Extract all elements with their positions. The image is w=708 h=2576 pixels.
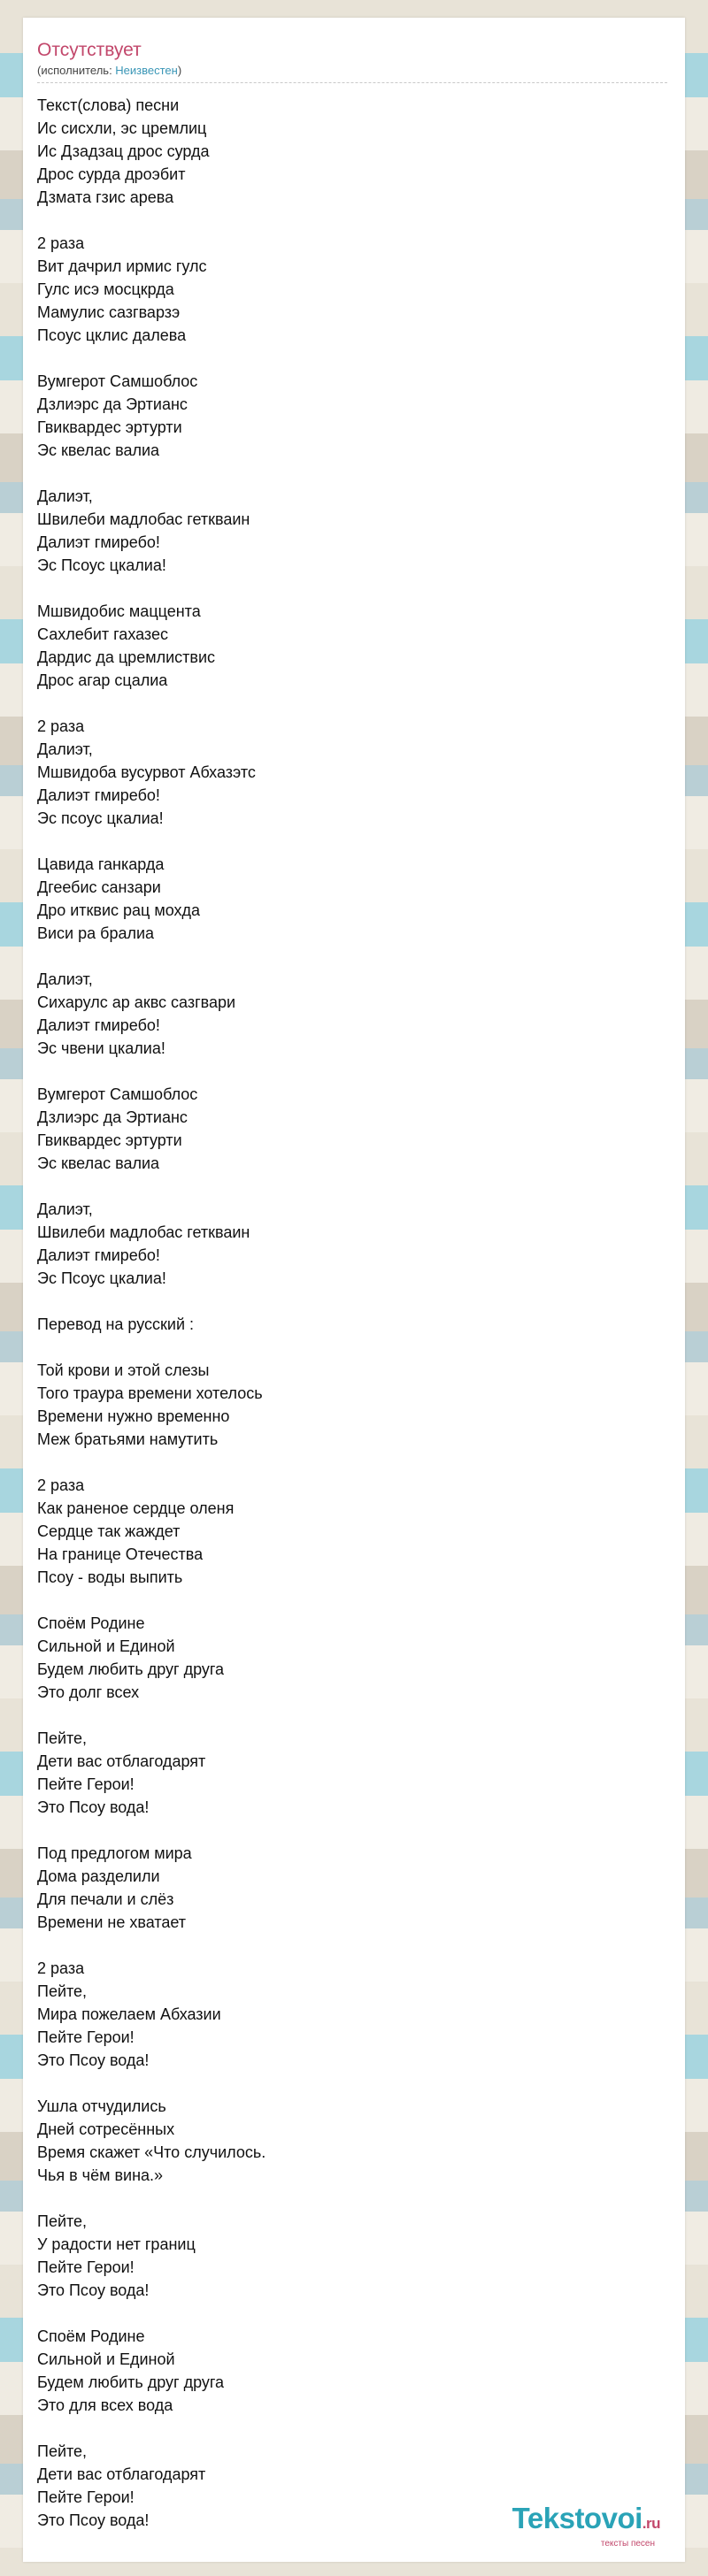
logo-tld: .ru [642, 2515, 660, 2532]
subtitle-suffix: ) [177, 64, 182, 77]
title-divider [37, 82, 667, 83]
lyrics-text: Текст(слова) песни Ис сисхли, эс цремлиц Ис Дзадзац дрос сурда Дрос сурда дроэбит Дзмата гзис арева 2 раза Вит дачрил ирмис гулс Гулс исэ мосцкрда Мамулис сазгварзэ Псоус цклис далева Вумгерот Самшоблос Дзлиэрс да Эртианс Гвиквардес эртурти Эс квелас валиа Далиэт, Швилеби мадлобас геткваин Далиэт гмиребо! Эс Псоус цкалиа! Мшвидобис маццента Сахлебит гахазес Дардис да цремлиствис Дрос агар сцалиа 2 раза Далиэт, Мшвидоба вусурвот Абхазэтс Далиэт гмиребо! Эс псоус цкалиа! Цавида ганкарда Дгеебис санзари Дро итквис рац мохда Виси ра бралиа Далиэт, Сихарулс ар аквс сазгвари Далиэт гмиребо! Эс чвени цкалиа! Вумгерот Самшоблос Дзлиэрс да Эртианс Гвиквардес эртурти Эс квелас валиа Далиэт, Швилеби мадлобас геткваин Далиэт гмиребо! Эс Псоус цкалиа! Перевод на русский : Той крови и этой слезы Того траура времени хотелось Времени нужно временно Меж братьями намутить 2 раза Как раненое сердце оленя Сердце так жаждет На границе Отечества Псоу - воды выпить Споём Родине Сильной и Единой Будем любить друг друга Это долг всех Пейте, Дети вас отблагодарят Пейте Герои! Это Псоу вода! Под предлогом мира Дома разделили Для печали и слёз Времени не хватает 2 раза Пейте, Мира пожелаем Абхазии Пейте Герои! Это Псоу вода! Ушла отчудились Дней сотресённых Время скажет «Что случилось. Чья в чём вина.» Пейте, У радости нет границ Пейте Герои! Это Псоу вода! Споём Родине Сильной и Единой Будем любить друг друга Это для всех вода Пейте, Дети вас отблагодарят Пейте Герои! Это Псоу вода! [37, 96, 266, 2529]
logo-wordmark [512, 2503, 660, 2539]
site-logo[interactable] [512, 2503, 660, 2549]
lyrics-card [23, 18, 685, 2562]
song-subtitle [37, 63, 666, 79]
logo-name: Tekstovoi [512, 2502, 643, 2534]
artist-link[interactable]: Неизвестен [115, 64, 178, 77]
logo-tagline: тексты песен [600, 2539, 655, 2549]
subtitle-prefix: (исполнитель: [37, 64, 116, 77]
song-title: Отсутствует [37, 40, 142, 60]
